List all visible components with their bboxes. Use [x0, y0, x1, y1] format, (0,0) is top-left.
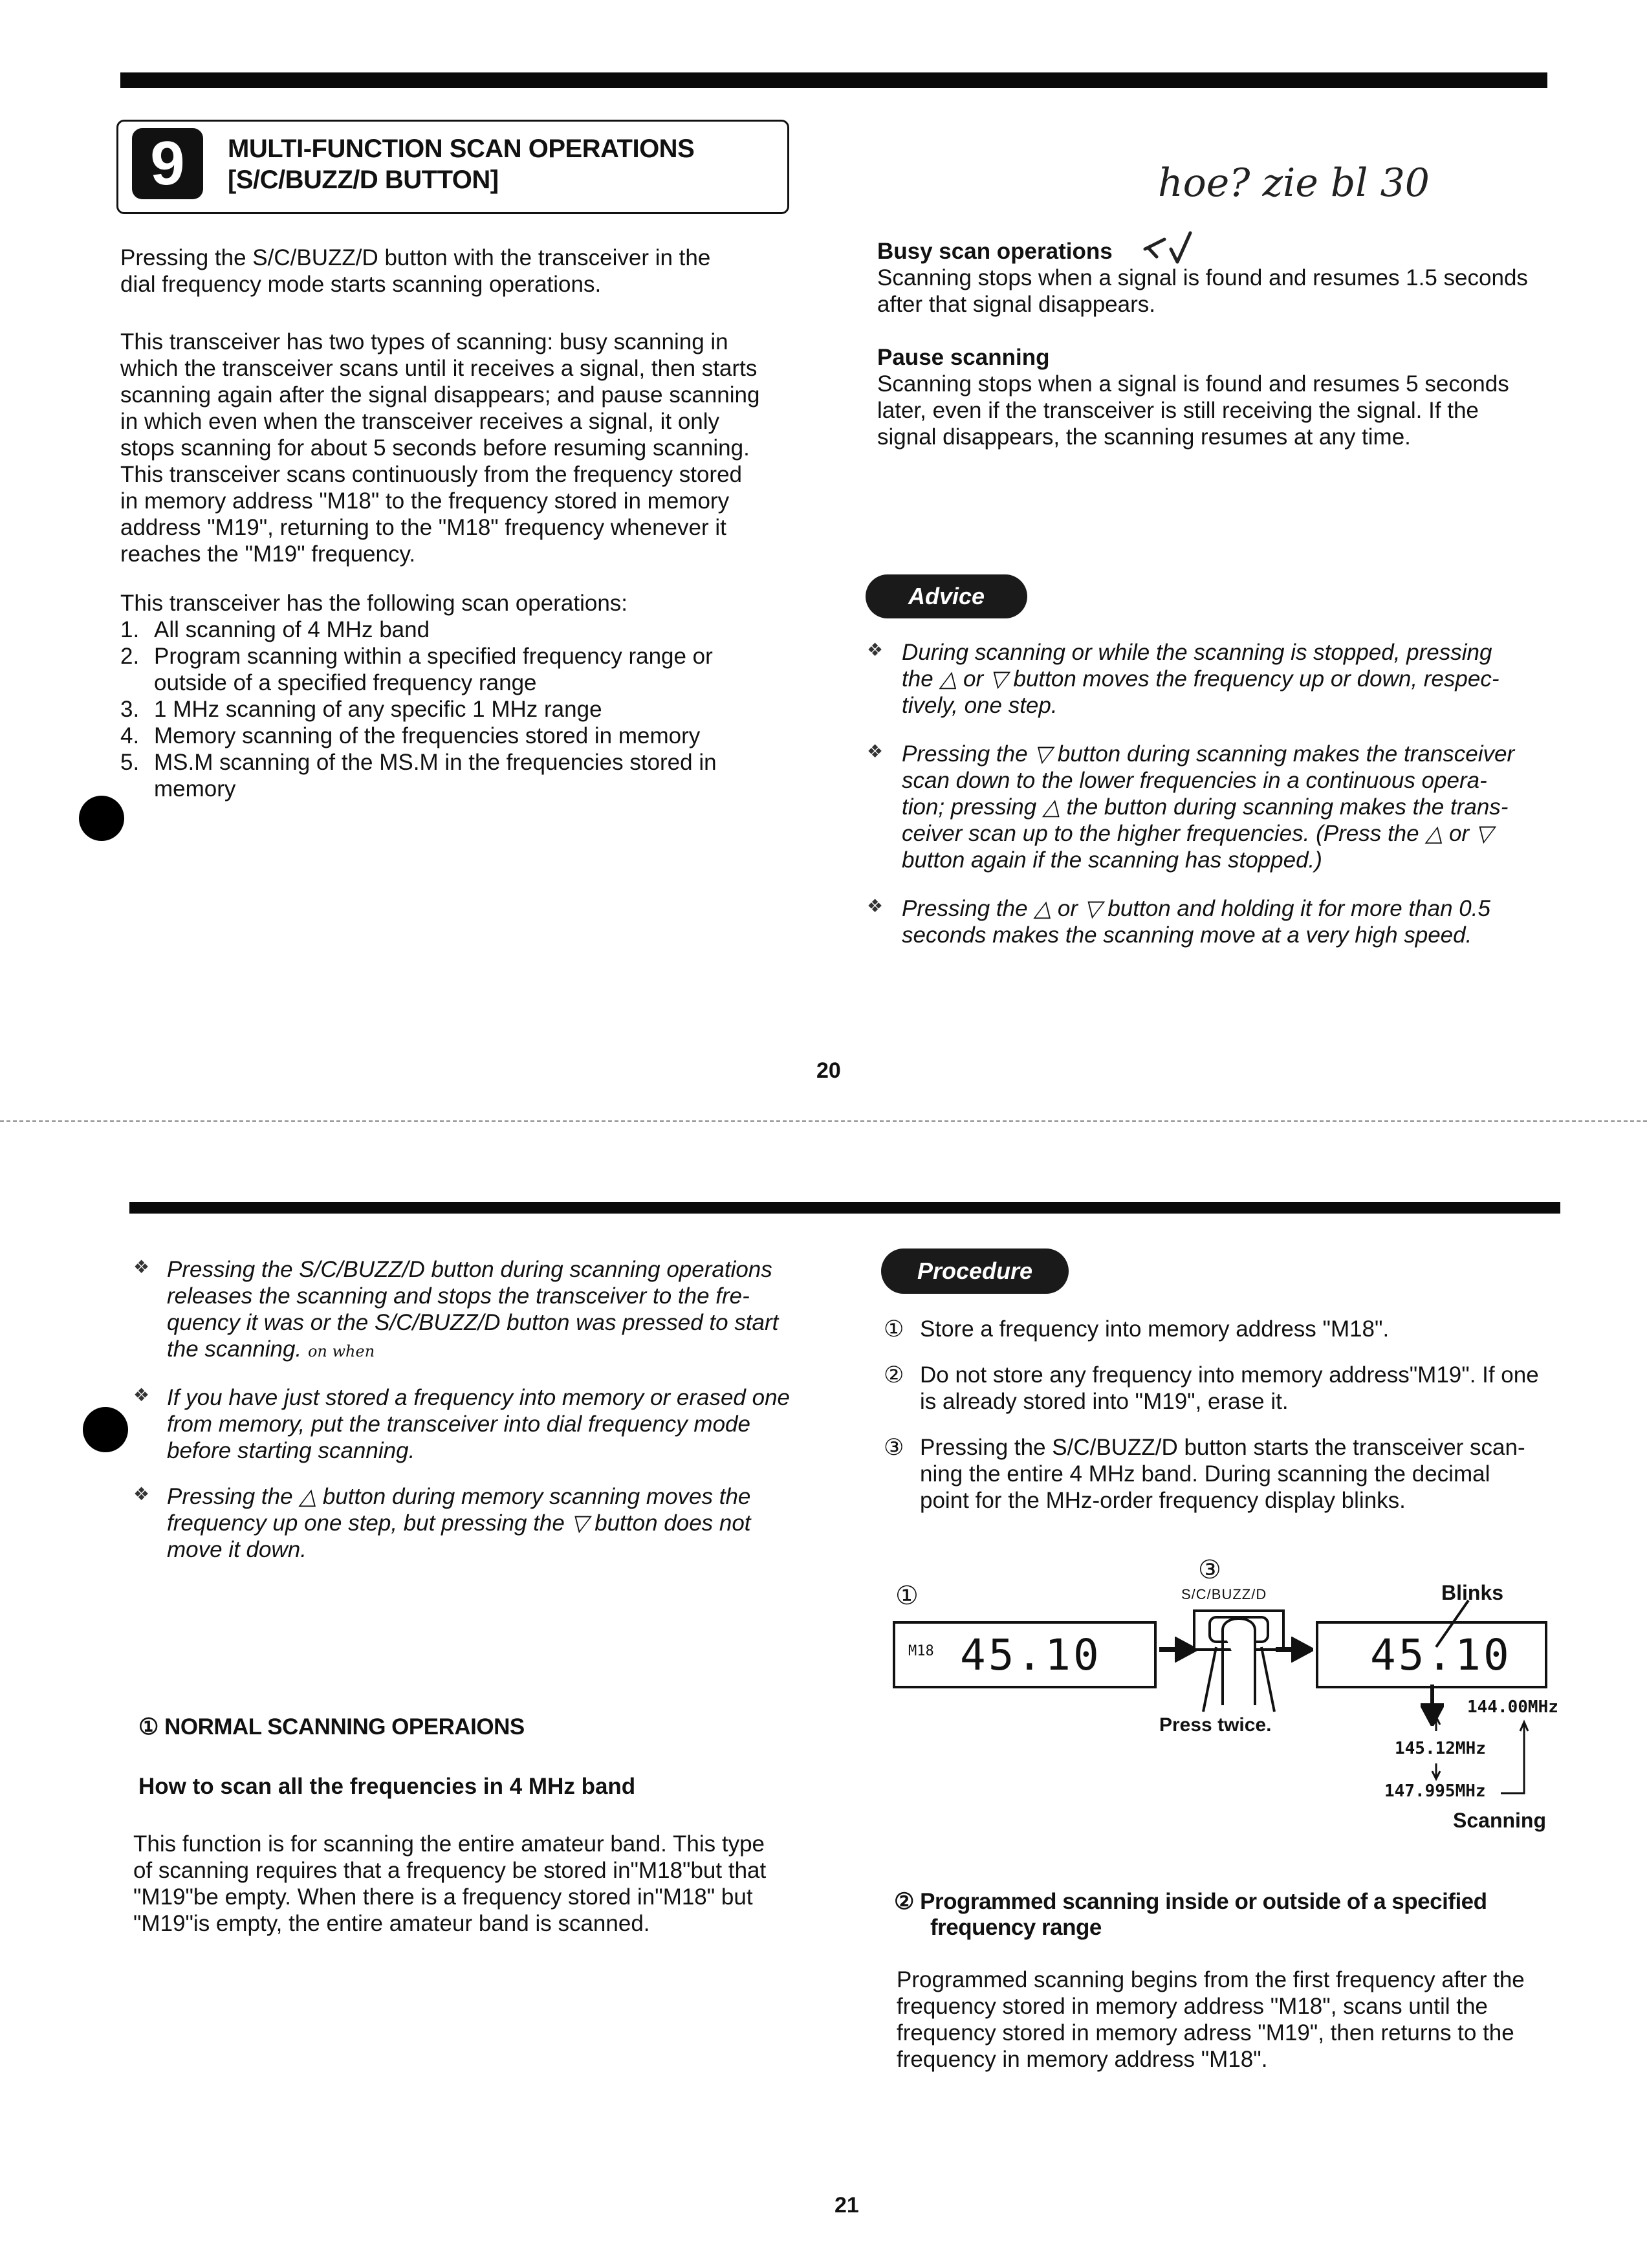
list-item: 1. All scanning of 4 MHz band: [120, 617, 430, 642]
procedure-steps: [884, 1316, 1582, 1514]
diamond-bullet-icon: ❖: [867, 741, 884, 761]
advice-item: ❖ During scanning or while the scanning is stopped, pressing the △ or ▽ button moves the frequency up or down, respec- tively, one step.: [867, 640, 1500, 718]
note-item: ❖ If you have just stored a frequency into memory or erased one from memory, put the transceiver into dial frequency mode before starting scanning.: [133, 1385, 791, 1463]
top-header-rule: [120, 72, 1547, 88]
lcd-memory-indicator: M18: [908, 1643, 934, 1659]
diamond-bullet-icon: ❖: [133, 1385, 150, 1405]
list-item: 4. Memory scanning of the frequencies stored in memory: [120, 723, 701, 748]
lcd-frequency-after: 45.10: [1370, 1630, 1512, 1680]
programmed-scanning-text: Programmed scanning begins from the first frequency after the frequency stored in memory address "M18", scans until the frequency stored in memory adress "M19", then returns to the frequency in memory address "M18".: [897, 1967, 1525, 2072]
diamond-bullet-icon: ❖: [133, 1257, 150, 1277]
advice-list: [867, 639, 1578, 948]
lcd-frequency-before: 45.10: [960, 1630, 1102, 1680]
press-twice-label: Press twice.: [1159, 1714, 1272, 1736]
lcd-display-before: [893, 1621, 1157, 1688]
intro-paragraph-2: This transceiver has two types of scanning: busy scanning in which the transceiver scans until it receives a signal, then starts scanning again after the signal disappears; and pause scanning in which even when the transceiver receives a signal, it only stops scanning for about 5 seconds before resuming scanning. This transceiver scans continuously from the frequency stored in memory address "M18" to the frequency stored in memory address "M19", returning to the "M18" frequency whenever it reaches the "M19" frequency.: [120, 329, 760, 567]
scanning-label: Scanning: [1453, 1809, 1547, 1832]
advice-label: Advice: [866, 574, 1027, 618]
busy-scan-heading: Busy scan operations: [877, 239, 1113, 264]
busy-scan-block: Busy scan operations Scanning stops when a signal is found and resumes 1.5 seconds after that signal disappears.: [877, 238, 1576, 318]
diamond-bullet-icon: ❖: [867, 640, 884, 660]
scan-ops-intro: This transceiver has the following scan operations:: [120, 591, 628, 616]
diamond-bullet-icon: ❖: [133, 1484, 150, 1504]
how-to-scan-heading: How to scan all the frequencies in 4 MHz band: [138, 1774, 636, 1799]
procedure-step: ② Do not store any frequency into memory address"M19". If one is already stored into "M19", erase it.: [884, 1362, 1539, 1414]
procedure-step: ① Store a frequency into memory address "M18".: [884, 1316, 1390, 1342]
scan-loop-arrows: [1417, 1716, 1533, 1800]
list-item: 5. MS.M scanning of the MS.M in the frequencies stored in memory: [120, 750, 717, 801]
diagram-step1-marker: ①: [895, 1582, 919, 1610]
scan-operations-list: [120, 590, 800, 802]
freq-147: 147.995MHz: [1384, 1782, 1486, 1801]
pause-scan-heading: Pause scanning: [877, 345, 1050, 370]
procedure-step: ③ Pressing the S/C/BUZZ/D button starts the transceiver scan- ning the entire 4 MHz band. During scanning the decimal point for the MHz-order frequency display blinks.: [884, 1435, 1525, 1513]
section-number-badge: 9: [132, 128, 203, 199]
blink-pointer-line: [1423, 1598, 1475, 1650]
list-item: 3. 1 MHz scanning of any specific 1 MHz range: [120, 697, 602, 722]
button-label: S/C/BUZZ/D: [1181, 1586, 1267, 1602]
arrow-right-icon: [1274, 1637, 1313, 1663]
punch-hole-mark: [79, 796, 124, 841]
section-title-line2: [S/C/BUZZ/D BUTTON]: [228, 166, 499, 194]
normal-scanning-heading: ① NORMAL SCANNING OPERAIONS: [138, 1714, 525, 1739]
diagram-step3-marker: ③: [1198, 1556, 1221, 1584]
handwritten-note-bottom: on when: [307, 1342, 375, 1360]
list-item: 2. Program scanning within a specified frequency range or outside of a specified frequency range: [120, 644, 713, 695]
diamond-bullet-icon: ❖: [867, 896, 884, 916]
scan-button-finger-icon: [1190, 1608, 1287, 1718]
advice-item: ❖ Pressing the ▽ button during scanning makes the transceiver scan down to the lower frequencies in a continuous opera- tion; pressing △ the button during scanning makes the trans- ceiver scan up to the higher frequencies. (Press the △ or ▽ button again if the scanning has stopped.): [867, 741, 1515, 873]
blinks-label: Blinks: [1441, 1581, 1504, 1604]
page-number-20: 20: [816, 1058, 841, 1083]
handwritten-note-top: hoe? zie bl 30: [1158, 160, 1430, 206]
page-number-21: 21: [834, 2193, 859, 2218]
punch-hole-mark: [83, 1407, 128, 1452]
note-item: ❖ Pressing the S/C/BUZZ/D button during scanning operations releases the scanning and stops the transceiver to the fre- quency it was or the S/C/BUZZ/D button was pressed to start the scanning. on when: [133, 1256, 832, 1365]
programmed-scanning-heading: ② Programmed scanning inside or outside of a specified frequency range: [894, 1889, 1487, 1940]
section-title-line1: MULTI-FUNCTION SCAN OPERATIONS: [228, 135, 695, 163]
advice-item: ❖ Pressing the △ or ▽ button and holding it for more than 0.5 seconds makes the scanning move at a very high speed.: [867, 896, 1490, 948]
pause-scan-block: Pause scanning Scanning stops when a signal is found and resumes 5 seconds later, even if the transceiver is still receiving the signal. If the signal disappears, the scanning resumes at any time.: [877, 344, 1576, 450]
notes-list: [133, 1256, 832, 1563]
procedure-label: Procedure: [881, 1248, 1069, 1294]
how-to-scan-text: This function is for scanning the entire amateur band. This type of scanning requires that a frequency be stored in"M18"but that "M19"be empty. When there is a frequency stored in"M18" but "M19"is empty, the entire amateur band is scanned.: [133, 1831, 767, 1936]
note-item: ❖ Pressing the △ button during memory scanning moves the frequency up one step, but pressing the ▽ button does not move it down.: [133, 1484, 751, 1562]
freq-144: 144.00MHz: [1467, 1697, 1558, 1717]
page-separator-line: [0, 1120, 1647, 1122]
freq-145: 145.12MHz: [1395, 1739, 1486, 1758]
bottom-header-rule: [129, 1202, 1560, 1214]
intro-paragraph-1: Pressing the S/C/BUZZ/D button with the transceiver in the dial frequency mode starts scanning operations.: [120, 245, 711, 297]
